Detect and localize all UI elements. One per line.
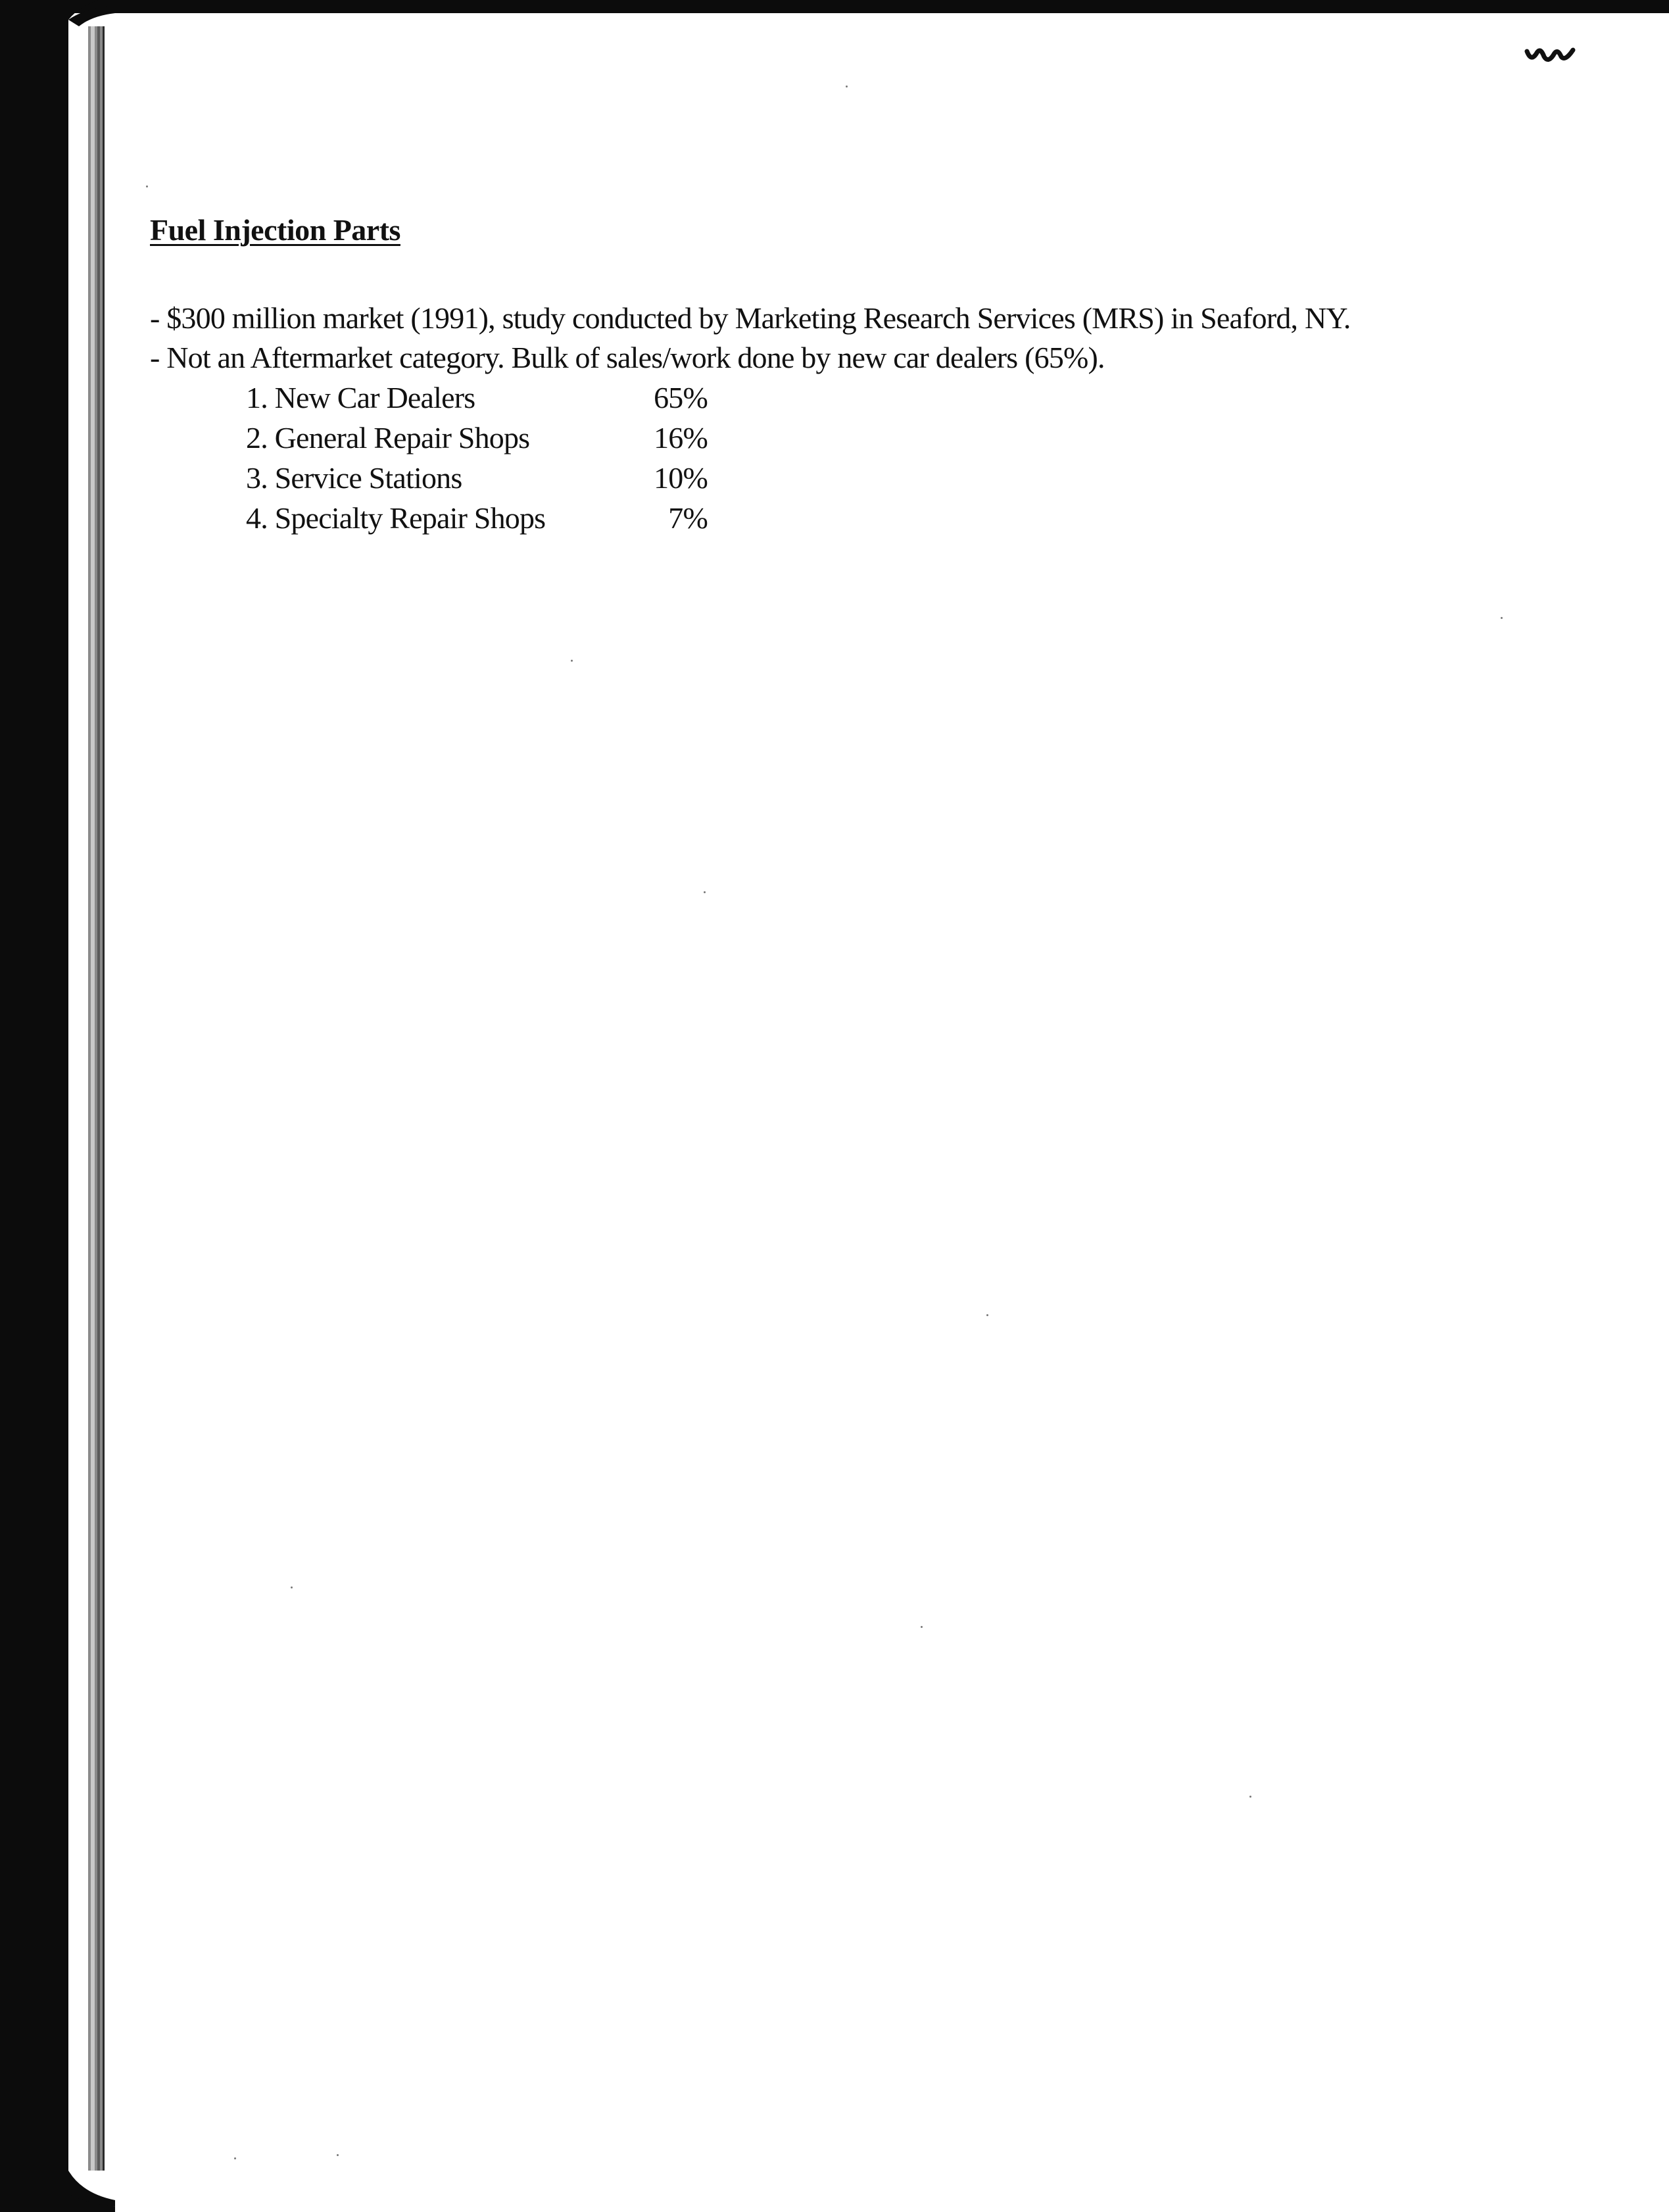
- scan-speck: [234, 2157, 236, 2159]
- list-item: [246, 458, 1597, 498]
- channel-share: 16%: [654, 421, 708, 455]
- bullet-list: [150, 299, 1597, 378]
- list-item: [246, 418, 1597, 458]
- channel-label: 4. Specialty Repair Shops: [246, 501, 546, 535]
- scan-speck: [146, 185, 148, 187]
- scan-speck: [846, 86, 848, 87]
- bullet-market-size: - $300 million market (1991), study conducted by Marketing Research Services (MRS) in Seaford, NY.: [150, 301, 1351, 335]
- handwritten-squiggle-icon: [1524, 42, 1577, 68]
- scan-speck: [704, 891, 706, 893]
- channel-share: 65%: [654, 381, 708, 414]
- scan-speck: [1249, 1796, 1251, 1798]
- list-item: [246, 378, 1597, 418]
- channel-label: 3. Service Stations: [246, 461, 462, 495]
- list-item: [246, 498, 1597, 538]
- scan-speck: [986, 1314, 988, 1316]
- channel-share: 7%: [668, 501, 708, 535]
- channel-share: 10%: [654, 461, 708, 495]
- channel-label: 1. New Car Dealers: [246, 381, 475, 414]
- document-body: [150, 210, 1597, 538]
- bullet-aftermarket-note: - Not an Aftermarket category. Bulk of sales/work done by new car dealers (65%).: [150, 341, 1105, 374]
- scan-speck: [921, 1626, 923, 1628]
- page-top-edge: [0, 0, 1669, 13]
- scan-speck: [337, 2154, 339, 2156]
- scan-speck: [1501, 617, 1503, 619]
- channel-label: 2. General Repair Shops: [246, 421, 530, 455]
- document-title: Fuel Injection Parts: [150, 213, 400, 247]
- scan-speck: [291, 1586, 293, 1588]
- channel-breakdown-list: [150, 378, 1597, 538]
- scan-speck: [571, 660, 573, 662]
- binding-strip: [0, 0, 115, 2212]
